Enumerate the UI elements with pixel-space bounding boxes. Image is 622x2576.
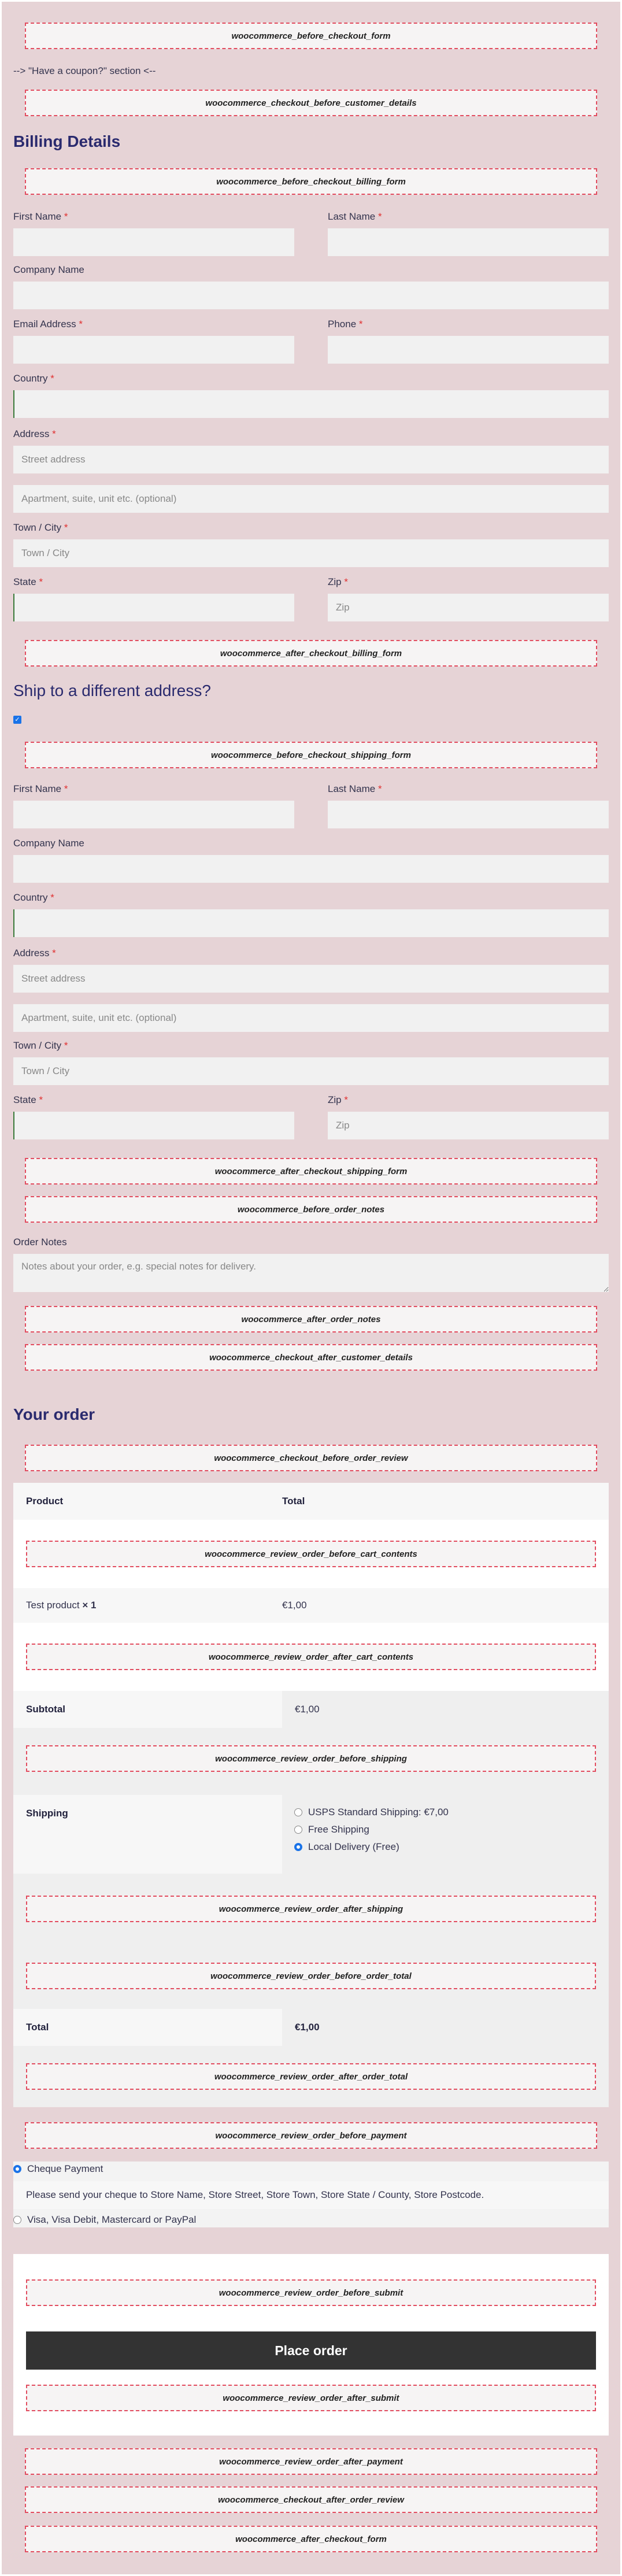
hook-review-order-before-order-total: woocommerce_review_order_before_order_total	[26, 1963, 596, 1989]
cart-contents-before-row	[13, 1520, 609, 1588]
shipping-town-label: Town / City *	[13, 1040, 68, 1051]
billing-state-label: State *	[13, 576, 43, 587]
billing-contact-row	[13, 319, 609, 364]
radio-selected-icon	[13, 2165, 21, 2173]
after-submit-wrap	[13, 2385, 609, 2411]
shipping-state-select[interactable]	[13, 1112, 294, 1139]
billing-zip-label: Zip *	[328, 576, 348, 587]
place-order-button[interactable]: Place order	[26, 2331, 596, 2370]
radio-icon	[294, 1826, 302, 1834]
billing-country-select[interactable]	[13, 390, 609, 418]
shipping-first-name-input[interactable]	[13, 801, 294, 828]
hook-review-order-after-payment: woocommerce_review_order_after_payment	[25, 2448, 597, 2475]
hook-review-order-before-cart-contents: woocommerce_review_order_before_cart_contents	[26, 1541, 596, 1567]
payment-option-cheque[interactable]: Cheque Payment	[13, 2162, 609, 2177]
shipping-state-zip-row	[13, 1094, 609, 1139]
order-review-table	[13, 1483, 609, 2107]
hook-review-order-after-shipping: woocommerce_review_order_after_shipping	[26, 1896, 596, 1922]
shipping-label: Shipping	[13, 1795, 282, 1874]
shipping-methods-list	[294, 1807, 449, 1853]
shipping-town-group	[13, 1040, 609, 1085]
radio-selected-icon	[294, 1843, 302, 1851]
shipping-zip-input[interactable]	[328, 1112, 609, 1139]
billing-country-label: Country *	[13, 373, 54, 384]
billing-first-name-label: First Name *	[13, 211, 68, 222]
shipping-last-name-label: Last Name *	[328, 783, 382, 794]
coupon-note: --> "Have a coupon?" section <--	[13, 65, 156, 76]
order-total-label: Total	[13, 2009, 282, 2046]
billing-title: Billing Details	[13, 132, 121, 150]
shipping-address-label: Address *	[13, 948, 56, 958]
hook-before-checkout-form: woocommerce_before_checkout_form	[25, 23, 597, 49]
hook-after-checkout-billing-form: woocommerce_after_checkout_billing_form	[25, 640, 597, 667]
shipping-option-local[interactable]: Local Delivery (Free)	[294, 1841, 449, 1853]
place-order-wrap	[13, 2331, 609, 2370]
shipping-zip-label: Zip *	[328, 1094, 348, 1105]
billing-company-group	[13, 264, 609, 309]
shipping-company-label: Company Name	[13, 838, 84, 849]
order-table-header	[13, 1483, 609, 1520]
subtotal-row	[13, 1691, 609, 1728]
billing-zip-input[interactable]	[328, 594, 609, 621]
billing-phone-input[interactable]	[328, 336, 609, 364]
billing-town-input[interactable]	[13, 539, 609, 567]
cheque-description: Please send your cheque to Store Name, Store Street, Store Town, Store State / County, Store Postcode.	[13, 2181, 609, 2209]
subtotal-value: €1,00	[295, 1704, 320, 1715]
shipping-title: Ship to a different address?	[13, 682, 211, 699]
billing-phone-label: Phone *	[328, 319, 363, 330]
shipping-country-group	[13, 892, 609, 937]
billing-last-name-input[interactable]	[328, 228, 609, 256]
cart-item-row	[13, 1588, 609, 1623]
billing-town-label: Town / City *	[13, 522, 68, 533]
cart-item-total: €1,00	[282, 1600, 307, 1611]
hook-review-order-before-submit: woocommerce_review_order_before_submit	[26, 2279, 596, 2306]
shipping-company-group	[13, 838, 609, 883]
billing-first-name-input[interactable]	[13, 228, 294, 256]
shipping-street-input[interactable]	[13, 965, 609, 993]
hook-after-checkout-shipping-form: woocommerce_after_checkout_shipping_form	[25, 1158, 597, 1185]
hook-after-checkout-form: woocommerce_after_checkout_form	[25, 2526, 597, 2552]
shipping-address-group	[13, 948, 609, 1032]
billing-state-select[interactable]	[13, 594, 294, 621]
order-notes-label: Order Notes	[13, 1237, 67, 1248]
shipping-before-row	[13, 1745, 609, 1772]
hook-checkout-before-order-review: woocommerce_checkout_before_order_review	[25, 1445, 597, 1471]
shipping-apartment-input[interactable]	[13, 1004, 609, 1032]
hook-before-order-notes: woocommerce_before_order_notes	[25, 1196, 597, 1223]
billing-apartment-input[interactable]	[13, 485, 609, 513]
ship-different-checkbox[interactable]: ✓	[13, 716, 21, 724]
hook-review-order-before-payment: woocommerce_review_order_before_payment	[25, 2122, 597, 2149]
hook-before-checkout-shipping-form: woocommerce_before_checkout_shipping_form	[25, 742, 597, 768]
hook-checkout-after-customer-details: woocommerce_checkout_after_customer_details	[25, 1344, 597, 1371]
billing-town-group	[13, 522, 609, 567]
billing-address-group	[13, 428, 609, 513]
billing-state-zip-row	[13, 576, 609, 621]
order-title: Your order	[13, 1405, 95, 1423]
shipping-town-input[interactable]	[13, 1057, 609, 1085]
shipping-first-name-label: First Name *	[13, 783, 68, 794]
cart-item-product: Test product × 1	[26, 1600, 97, 1611]
billing-country-group	[13, 373, 609, 418]
payment-option-card[interactable]: Visa, Visa Debit, Mastercard or PayPal	[13, 2212, 609, 2227]
order-notes-textarea[interactable]	[13, 1254, 609, 1292]
billing-email-label: Email Address *	[13, 319, 83, 330]
order-notes-group	[13, 1237, 609, 1292]
shipping-company-input[interactable]	[13, 855, 609, 883]
shipping-name-row	[13, 783, 609, 828]
payment-methods	[13, 2162, 609, 2227]
hook-review-order-after-cart-contents: woocommerce_review_order_after_cart_contents	[26, 1644, 596, 1670]
shipping-after-row	[13, 1896, 609, 1922]
before-submit-wrap	[13, 2279, 609, 2306]
shipping-country-select[interactable]	[13, 909, 609, 937]
hook-checkout-after-order-review: woocommerce_checkout_after_order_review	[25, 2486, 597, 2513]
shipping-option-free[interactable]: Free Shipping	[294, 1824, 449, 1835]
shipping-country-label: Country *	[13, 892, 54, 903]
billing-last-name-label: Last Name *	[328, 211, 382, 222]
billing-company-input[interactable]	[13, 282, 609, 309]
order-total-value: €1,00	[295, 2022, 320, 2033]
ship-different-checkbox-wrap	[13, 713, 609, 724]
billing-street-input[interactable]	[13, 446, 609, 473]
total-after-row	[13, 2063, 609, 2090]
hook-review-order-after-submit: woocommerce_review_order_after_submit	[26, 2385, 596, 2411]
shipping-last-name-input[interactable]	[328, 801, 609, 828]
hook-checkout-before-customer-details: woocommerce_checkout_before_customer_details	[25, 90, 597, 116]
hook-review-order-before-shipping: woocommerce_review_order_before_shipping	[26, 1745, 596, 1772]
billing-address-label: Address *	[13, 428, 56, 439]
billing-email-input[interactable]	[13, 336, 294, 364]
hook-review-order-after-order-total: woocommerce_review_order_after_order_total	[26, 2063, 596, 2090]
radio-icon	[294, 1808, 302, 1816]
col-product-header: Product	[26, 1496, 64, 1507]
shipping-option-usps[interactable]: USPS Standard Shipping: €7,00	[294, 1807, 449, 1818]
hook-after-order-notes: woocommerce_after_order_notes	[25, 1306, 597, 1333]
hook-before-checkout-billing-form: woocommerce_before_checkout_billing_form	[25, 168, 597, 195]
order-total-row	[13, 2009, 609, 2046]
place-order-box	[13, 2254, 609, 2436]
col-total-header: Total	[282, 1496, 305, 1507]
billing-company-label: Company Name	[13, 264, 84, 275]
shipping-row	[13, 1795, 609, 1874]
subtotal-label: Subtotal	[13, 1691, 282, 1728]
shipping-state-label: State *	[13, 1094, 43, 1105]
total-before-row	[13, 1963, 609, 1989]
cart-contents-after-row	[13, 1623, 609, 1691]
radio-icon	[13, 2216, 21, 2224]
billing-name-row	[13, 211, 609, 256]
